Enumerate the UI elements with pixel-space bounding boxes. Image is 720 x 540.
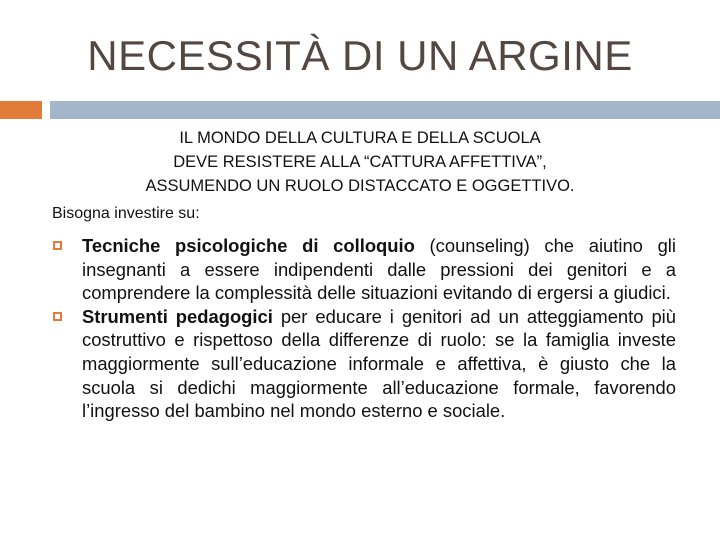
list-item-bold: Strumenti pedagogici — [82, 305, 273, 327]
slide-title: NECESSITÀ DI UN ARGINE — [87, 32, 633, 79]
list-item-body: (counseling) che aiutino gli insegnanti a essere indipendenti dalle pressioni dei genitori e a comprendere la complessità delle situazioni evitando di ergersi a giudici. — [82, 235, 676, 304]
hollow-square-bullet-icon — [53, 312, 62, 321]
list-item-text — [82, 305, 676, 423]
center-statement — [0, 126, 720, 198]
center-line: DEVE RESISTERE ALLA “CATTURA AFFETTIVA”, — [173, 153, 547, 171]
accent-bar-blue — [50, 101, 720, 119]
list-item-bold: Tecniche psicologiche di colloquio — [82, 235, 415, 256]
center-line: IL MONDO DELLA CULTURA E DELLA SCUOLA — [179, 129, 541, 147]
bullet-list — [0, 234, 720, 423]
list-item — [0, 234, 720, 305]
accent-bar-orange — [0, 101, 42, 119]
center-line: ASSUMENDO UN RUOLO DISTACCATO E OGGETTIVO. — [145, 177, 575, 195]
list-item-body: per educare i genitori ad un atteggiamento più costruttivo e rispettoso della differenze di ruolo: se la famiglia investe maggiormente sull’educazione informale e affettiva, è giusto che la scuola si dedichi maggiormente all’educazione formale, favorendo l’ingresso del bambino nel mondo esterno e sociale. — [82, 305, 676, 422]
list-item — [0, 305, 720, 423]
hollow-square-bullet-icon — [53, 241, 62, 250]
intro-text: Bisogna investire su: — [52, 205, 200, 222]
list-item-text — [82, 234, 676, 305]
